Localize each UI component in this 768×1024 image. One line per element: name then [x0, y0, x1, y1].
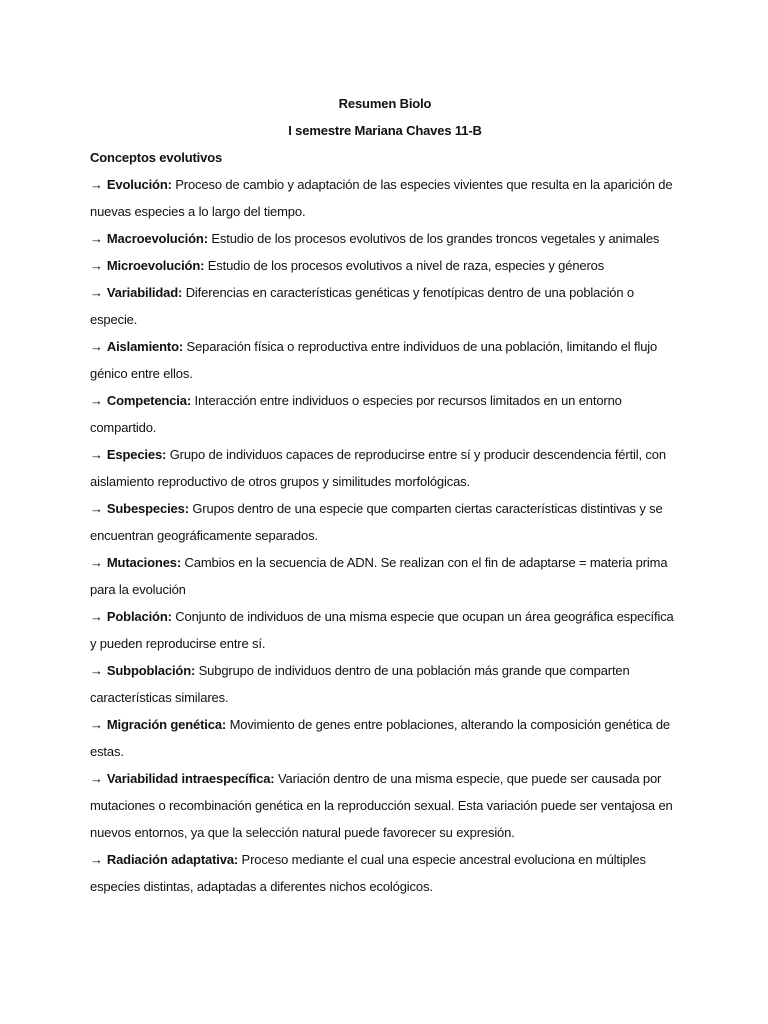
entry-term: Subespecies:: [106, 501, 189, 516]
definition-entry: [90, 333, 680, 387]
arrow-icon: →: [90, 231, 103, 246]
section-heading: Conceptos evolutivos: [90, 150, 223, 165]
definition-entry: [90, 765, 680, 846]
definition-entry: [90, 657, 680, 711]
entry-term: Variabilidad:: [106, 285, 183, 300]
arrow-icon: →: [90, 339, 103, 354]
arrow-icon: →: [90, 555, 103, 570]
entry-term: Microevolución:: [106, 258, 205, 273]
entry-term: Subpoblación:: [106, 663, 196, 678]
arrow-icon: →: [90, 393, 103, 408]
definition-entry: [90, 711, 680, 765]
definition-entry: [90, 171, 680, 225]
entry-definition: Variación dentro de una misma especie, que puede ser causada por mutaciones o recombinación genética en la reproducción sexual. Esta variación puede ser ventajosa en nuevos entornos, ya que la selección natural puede favorecer su expresión.: [90, 771, 673, 840]
arrow-icon: →: [90, 717, 103, 732]
entry-definition: Interacción entre individuos o especies por recursos limitados en un entorno compartido.: [90, 393, 622, 435]
entry-definition: Movimiento de genes entre poblaciones, alterando la composición genética de estas.: [90, 717, 670, 759]
entry-term: Población:: [106, 609, 172, 624]
entry-definition: Grupo de individuos capaces de reproducirse entre sí y producir descendencia fértil, con aislamiento reproductivo de otros grupos y similitudes morfológicas.: [90, 447, 666, 489]
entry-term: Competencia:: [106, 393, 192, 408]
entry-definition: Conjunto de individuos de una misma especie que ocupan un área geográfica específica y pueden reproducirse entre sí.: [90, 609, 674, 651]
entry-term: Migración genética:: [106, 717, 227, 732]
document-title: Resumen Biolo: [338, 96, 432, 111]
arrow-icon: →: [90, 177, 103, 192]
arrow-icon: →: [90, 285, 103, 300]
entry-term: Mutaciones:: [106, 555, 182, 570]
entry-term: Evolución:: [106, 177, 172, 192]
entry-definition: Grupos dentro de una especie que comparten ciertas características distintivas y se encuentran geográficamente separados.: [90, 501, 663, 543]
entry-term: Variabilidad intraespecífica:: [106, 771, 275, 786]
definition-entry: [90, 549, 680, 603]
document-subtitle: I semestre Mariana Chaves 11-B: [288, 123, 482, 138]
entry-definition: Estudio de los procesos evolutivos de los grandes troncos vegetales y animales: [211, 231, 660, 246]
arrow-icon: →: [90, 663, 103, 678]
entry-definition: Cambios en la secuencia de ADN. Se realizan con el fin de adaptarse = materia prima para la evolución: [90, 555, 668, 597]
definition-entry: [90, 495, 680, 549]
entry-term: Aislamiento:: [106, 339, 184, 354]
definition-entry: [90, 387, 680, 441]
definition-entry: [90, 441, 680, 495]
definition-entry: [90, 846, 680, 900]
entry-definition: Proceso mediante el cual una especie ancestral evoluciona en múltiples especies distintas, adaptadas a diferentes nichos ecológicos.: [90, 852, 646, 894]
arrow-icon: →: [90, 852, 103, 867]
arrow-icon: →: [90, 609, 103, 624]
entry-term: Macroevolución:: [106, 231, 208, 246]
arrow-icon: →: [90, 258, 103, 273]
arrow-icon: →: [90, 501, 103, 516]
entry-term: Especies:: [106, 447, 167, 462]
definition-entry: [90, 603, 680, 657]
definition-entry: [90, 225, 680, 252]
document-content: [90, 90, 680, 900]
entry-definition: Subgrupo de individuos dentro de una población más grande que comparten características similares.: [90, 663, 630, 705]
arrow-icon: →: [90, 771, 103, 786]
definition-entry: [90, 252, 680, 279]
entry-definition: Separación física o reproductiva entre individuos de una población, limitando el flujo génico entre ellos.: [90, 339, 658, 381]
entry-definition: Estudio de los procesos evolutivos a nivel de raza, especies y géneros: [207, 258, 605, 273]
arrow-icon: →: [90, 447, 103, 462]
entry-definition: Diferencias en características genéticas y fenotípicas dentro de una población o especie.: [90, 285, 635, 327]
definition-entry: [90, 279, 680, 333]
entry-term: Radiación adaptativa:: [106, 852, 239, 867]
entry-definition: Proceso de cambio y adaptación de las especies vivientes que resulta en la aparición de nuevas especies a lo largo del tiempo.: [90, 177, 673, 219]
